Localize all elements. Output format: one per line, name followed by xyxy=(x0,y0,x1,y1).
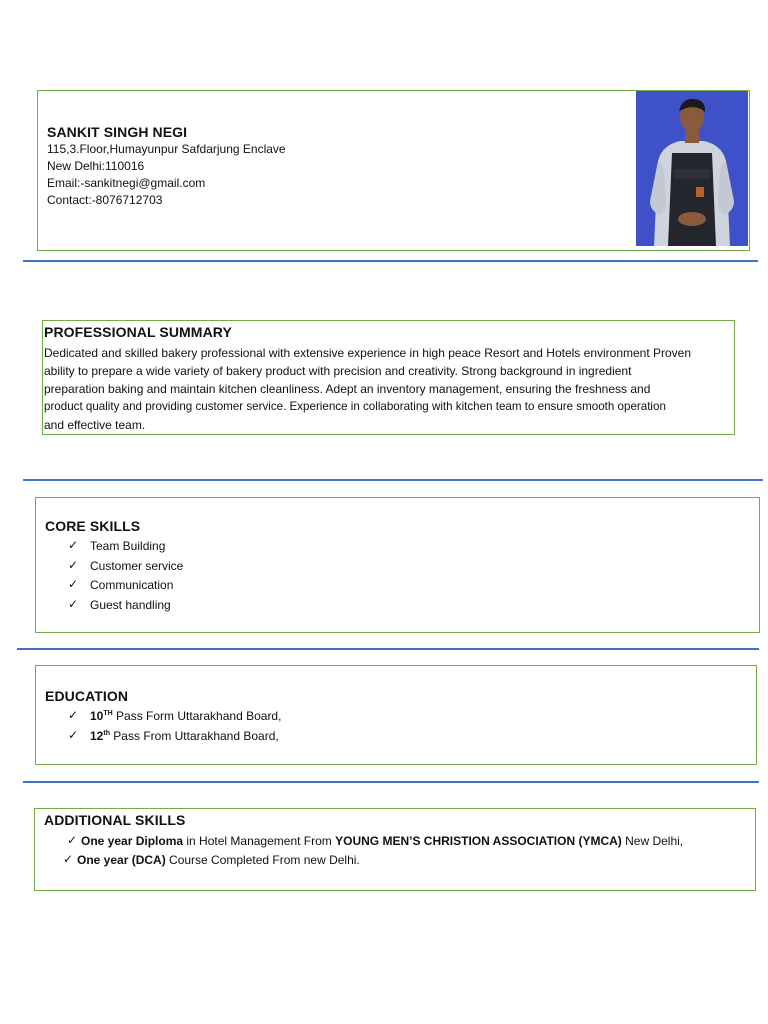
course-detail: Course Completed From new Delhi. xyxy=(165,853,360,867)
check-icon: ✓ xyxy=(63,852,74,866)
check-icon: ✓ xyxy=(68,558,79,572)
summary-line: preparation baking and maintain kitchen cleanliness. Adept an inventory management, ensuring the freshness and xyxy=(44,382,651,396)
address-line-1: 115,3.Floor,Humayunpur Safdarjung Enclave xyxy=(47,142,286,156)
email-line: Email:-sankitnegi@gmail.com xyxy=(47,176,206,190)
summary-text xyxy=(44,344,736,434)
address-line-2: New Delhi:110016 xyxy=(47,159,145,173)
divider-3 xyxy=(17,648,759,650)
education-level: 12 xyxy=(90,729,104,743)
additional-skills-title: ADDITIONAL SKILLS xyxy=(44,812,186,828)
summary-title: PROFESSIONAL SUMMARY xyxy=(44,324,232,340)
ordinal-suffix: th xyxy=(103,730,110,737)
core-skills-title: CORE SKILLS xyxy=(45,518,141,534)
divider-2 xyxy=(23,479,763,481)
additional-skill-item xyxy=(81,834,683,848)
ordinal-suffix: TH xyxy=(103,710,113,717)
education-level: 10 xyxy=(90,709,104,723)
summary-line: product quality and providing customer service. Experience in collaborating with kitchen team to ensure smooth operation xyxy=(44,400,666,413)
institute-city: New Delhi, xyxy=(621,834,684,848)
summary-line: and effective team. xyxy=(44,418,146,432)
skill-item: Customer service xyxy=(90,559,184,573)
education-detail: Pass Form Uttarakhand Board, xyxy=(112,709,282,723)
diploma-label: One year Diploma xyxy=(81,834,184,848)
check-icon: ✓ xyxy=(68,708,79,722)
candidate-name: SANKIT SINGH NEGI xyxy=(47,124,188,140)
check-icon: ✓ xyxy=(68,538,79,552)
contact-line: Contact:-8076712703 xyxy=(47,193,163,207)
divider-1 xyxy=(23,260,758,262)
check-icon: ✓ xyxy=(68,577,79,591)
skill-item: Communication xyxy=(90,578,174,592)
skill-item: Team Building xyxy=(90,539,166,553)
education-item xyxy=(90,709,281,723)
education-title: EDUCATION xyxy=(45,688,129,704)
chef-portrait-icon xyxy=(636,91,748,246)
diploma-detail: in Hotel Management From xyxy=(183,834,336,848)
summary-line: Dedicated and skilled bakery professional with extensive experience in high peace Resort and Hotels environment Proven xyxy=(44,346,692,360)
divider-4 xyxy=(23,781,759,783)
education-detail: Pass From Uttarakhand Board, xyxy=(109,729,279,743)
check-icon: ✓ xyxy=(67,833,78,847)
summary-line: ability to prepare a wide variety of bakery product with precision and creativity. Strong background in ingredient xyxy=(44,364,632,378)
education-item xyxy=(90,729,279,743)
check-icon: ✓ xyxy=(68,728,79,742)
institute-name: YOUNG MEN’S CHRISTION ASSOCIATION (YMCA) xyxy=(335,834,622,848)
course-label: One year (DCA) xyxy=(77,853,166,867)
additional-skill-item xyxy=(77,853,360,867)
profile-photo xyxy=(636,91,748,246)
skill-item: Guest handling xyxy=(90,598,171,612)
check-icon: ✓ xyxy=(68,597,79,611)
